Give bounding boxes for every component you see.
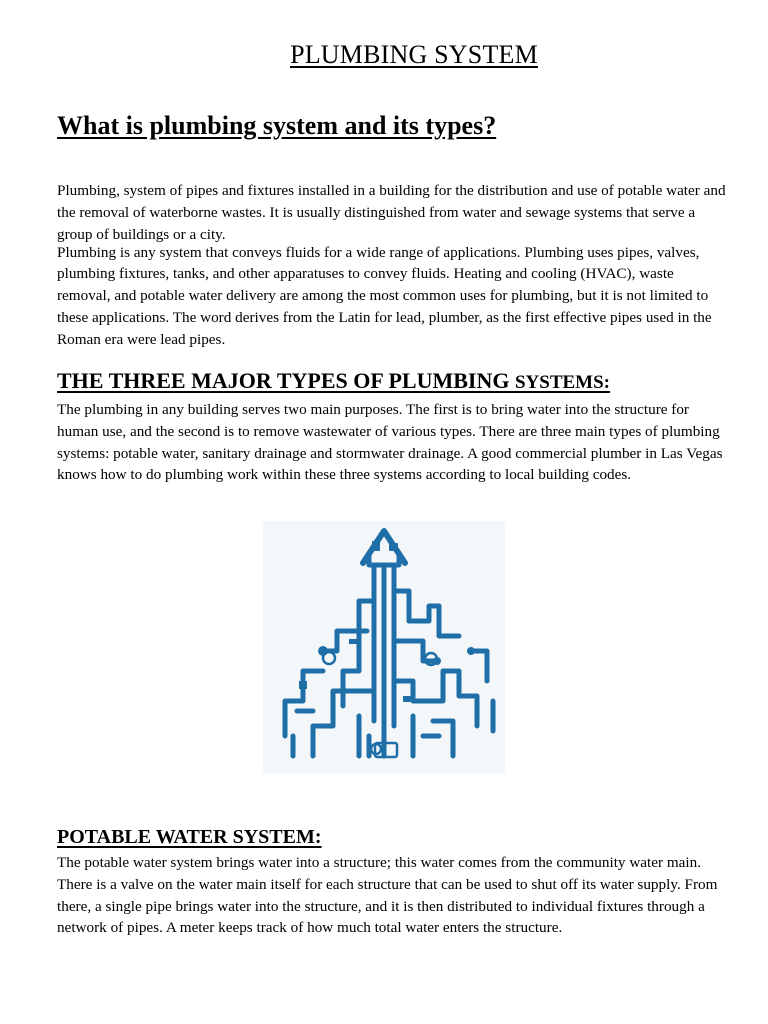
document-title: PLUMBING SYSTEM — [290, 40, 538, 69]
types-heading — [57, 368, 610, 395]
types-heading-main: THE THREE MAJOR TYPES OF PLUMBING — [57, 368, 515, 393]
plumbing-illustration — [263, 521, 505, 773]
definition-paragraph: Plumbing is any system that conveys fluids for a wide range of applications. Plumbing uses pipes, valves, plumbing fixtures, tanks, and other apparatuses to convey fluids. Heating and cooling (HVAC), waste removal, and potable water delivery are among the most common uses for plumbing, but it is not limited to these applications. The word derives from the Latin for lead, plumber, as the first effective pipes used in the Roman era were lead pipes. — [57, 243, 712, 348]
plumbing-pipes-house-icon — [263, 521, 505, 773]
potable-paragraph: The potable water system brings water into a structure; this water comes from the community water main. There is a valve on the water main itself for each structure that can be used to shut off its water supply. From there, a single pipe brings water into the structure, and it is then distributed to individual fixtures through a network of pipes. A meter keeps track of how much total water enters the structure. — [57, 854, 718, 937]
potable-heading: POTABLE WATER SYSTEM: — [57, 826, 322, 848]
question-heading: What is plumbing system and its types? — [57, 111, 497, 140]
types-paragraph: The plumbing in any building serves two main purposes. The first is to bring water into the structure for human use, and the second is to remove wastewater of various types. There are three main types of plumbing systems: potable water, sanitary drainage and stormwater drainage. A good commercial plumber in Las Vegas knows how to do plumbing work within these three systems according to local building codes. — [57, 401, 723, 484]
types-heading-suffix: SYSTEMS: — [514, 372, 611, 393]
intro-paragraph: Plumbing, system of pipes and fixtures installed in a building for the distribution and use of potable water and the removal of waterborne wastes. It is usually distinguished from water and sewage systems that serve a group of buildings or a city. — [57, 182, 726, 243]
